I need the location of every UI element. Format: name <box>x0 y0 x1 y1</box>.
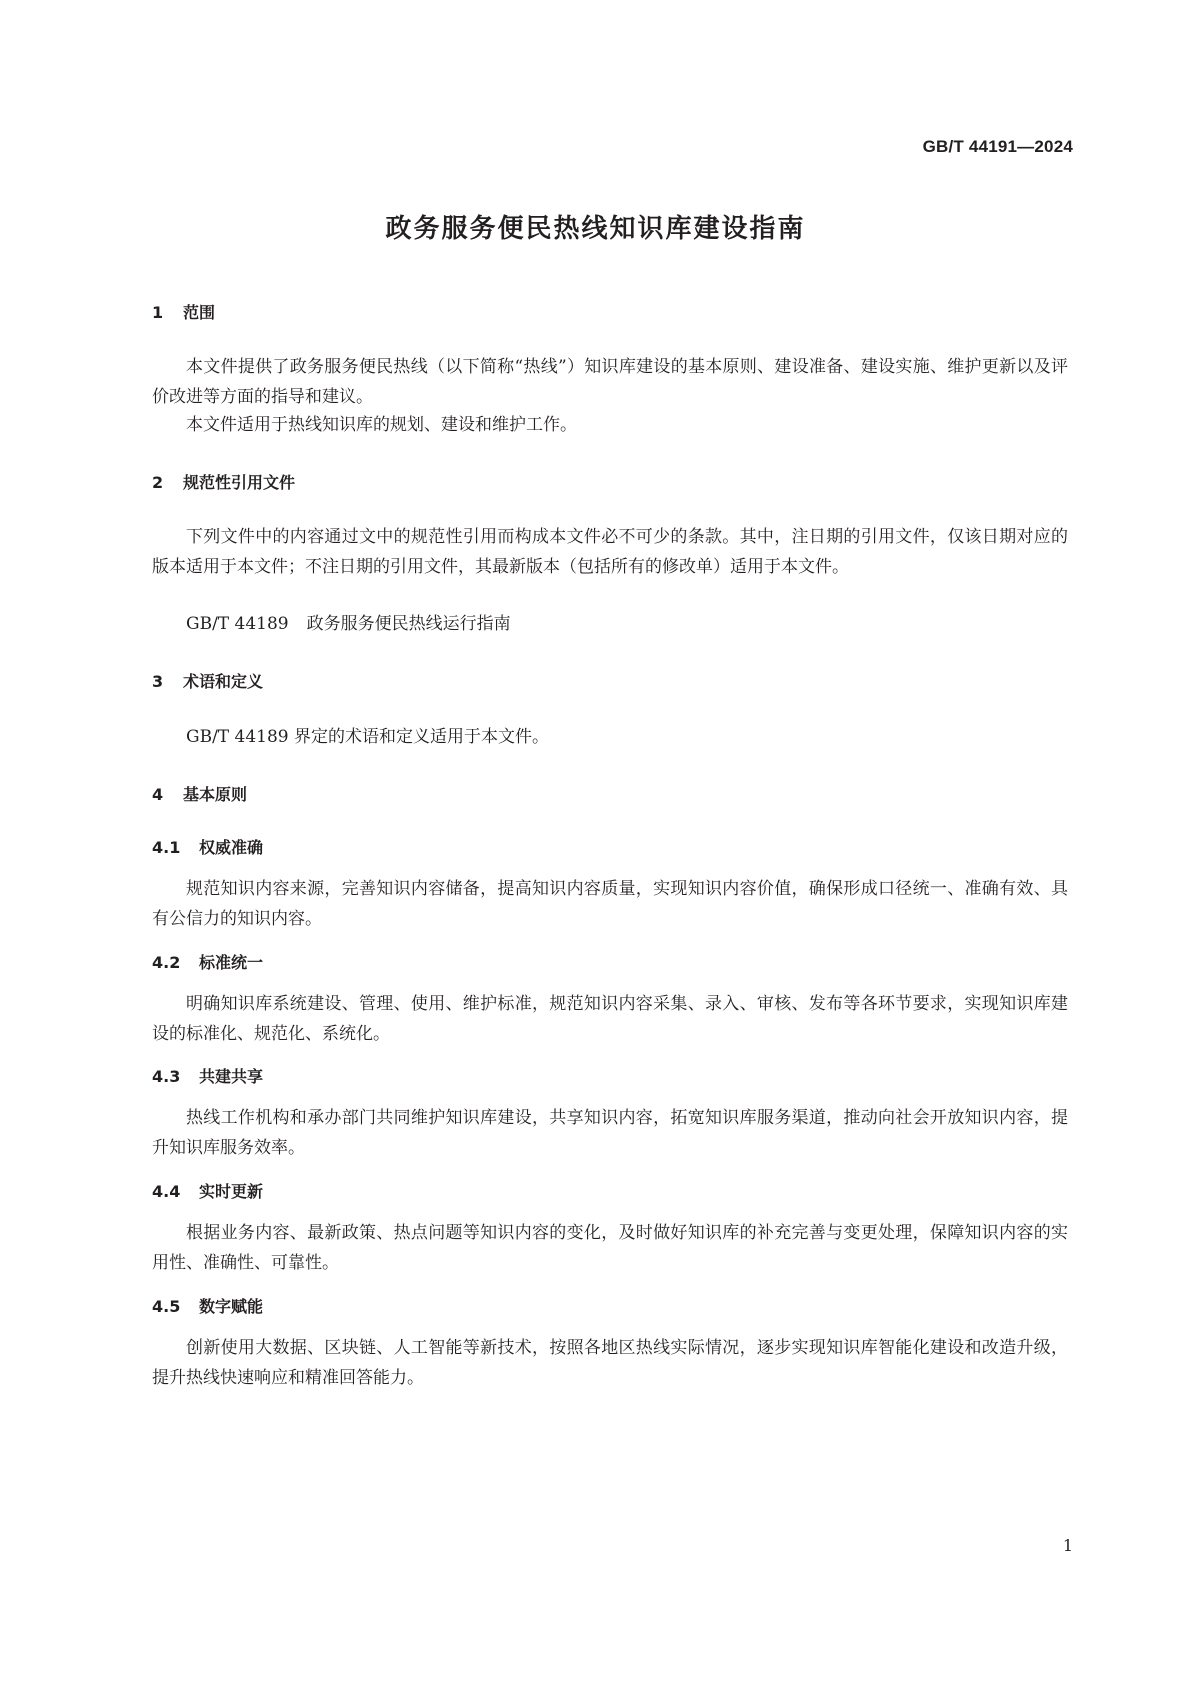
subsection-title: 共建共享 <box>199 1067 264 1086</box>
section-title: 术语和定义 <box>183 672 264 691</box>
section-2-paragraph: 下列文件中的内容通过文中的规范性引用而构成本文件必不可少的条款。其中，注日期的引用文件，仅该日期对应的版本适用于本文件；不注日期的引用文件，其最新版本（包括所有的修改单）适用于本文件。 <box>152 527 1068 577</box>
section-title: 基本原则 <box>183 785 248 804</box>
normative-reference <box>186 609 511 639</box>
subsection-title: 实时更新 <box>199 1182 264 1201</box>
subsection-4-3-heading <box>152 1064 263 1087</box>
section-2-heading <box>152 470 295 493</box>
subsection-4-5-heading <box>152 1294 263 1317</box>
subsection-title: 数字赋能 <box>199 1297 264 1316</box>
section-number: 1 <box>152 303 164 322</box>
subsection-4-3-paragraph: 热线工作机构和承办部门共同维护知识库建设，共享知识内容，拓宽知识库服务渠道，推动向社会开放知识内容，提升知识库服务效率。 <box>152 1108 1068 1158</box>
section-1-heading <box>152 300 215 323</box>
section-3-heading <box>152 669 263 692</box>
page-number: 1 <box>1062 1536 1073 1555</box>
section-title: 范围 <box>183 303 216 322</box>
subsection-4-5-paragraph: 创新使用大数据、区块链、人工智能等新技术，按照各地区热线实际情况，逐步实现知识库智能化建设和改造升级，提升热线快速响应和精准回答能力。 <box>152 1338 1068 1388</box>
subsection-number: 4.4 <box>152 1182 181 1201</box>
subsection-title: 权威准确 <box>199 838 264 857</box>
subsection-number: 4.2 <box>152 953 181 972</box>
section-number: 2 <box>152 473 164 492</box>
section-1-paragraph-1: 本文件提供了政务服务便民热线（以下简称“热线”）知识库建设的基本原则、建设准备、建设实施、维护更新以及评价改进等方面的指导和建议。 <box>152 357 1068 407</box>
document-title: 政务服务便民热线知识库建设指南 <box>385 214 806 244</box>
section-3-paragraph: GB/T 44189 界定的术语和定义适用于本文件。 <box>186 727 550 747</box>
reference-title: 政务服务便民热线运行指南 <box>306 614 511 634</box>
section-number: 4 <box>152 785 164 804</box>
subsection-4-2-paragraph: 明确知识库系统建设、管理、使用、维护标准，规范知识内容采集、录入、审核、发布等各环节要求，实现知识库建设的标准化、规范化、系统化。 <box>152 994 1068 1044</box>
section-4-heading <box>152 782 247 805</box>
reference-code: GB/T 44189 <box>186 614 289 634</box>
subsection-4-4-paragraph: 根据业务内容、最新政策、热点问题等知识内容的变化，及时做好知识库的补充完善与变更处理，保障知识内容的实用性、准确性、可靠性。 <box>152 1223 1068 1273</box>
subsection-title: 标准统一 <box>199 953 264 972</box>
subsection-4-4-heading <box>152 1179 263 1202</box>
subsection-number: 4.3 <box>152 1067 181 1086</box>
section-1-paragraph-2: 本文件适用于热线知识库的规划、建设和维护工作。 <box>186 415 577 435</box>
section-title: 规范性引用文件 <box>183 473 296 492</box>
subsection-4-1-paragraph: 规范知识内容来源，完善知识内容储备，提高知识内容质量，实现知识内容价值，确保形成口径统一、准确有效、具有公信力的知识内容。 <box>152 879 1068 929</box>
standard-number: GB/T 44191—2024 <box>922 137 1073 156</box>
subsection-4-2-heading <box>152 950 263 973</box>
subsection-4-1-heading <box>152 835 263 858</box>
subsection-number: 4.5 <box>152 1297 181 1316</box>
subsection-number: 4.1 <box>152 838 181 857</box>
section-number: 3 <box>152 672 164 691</box>
